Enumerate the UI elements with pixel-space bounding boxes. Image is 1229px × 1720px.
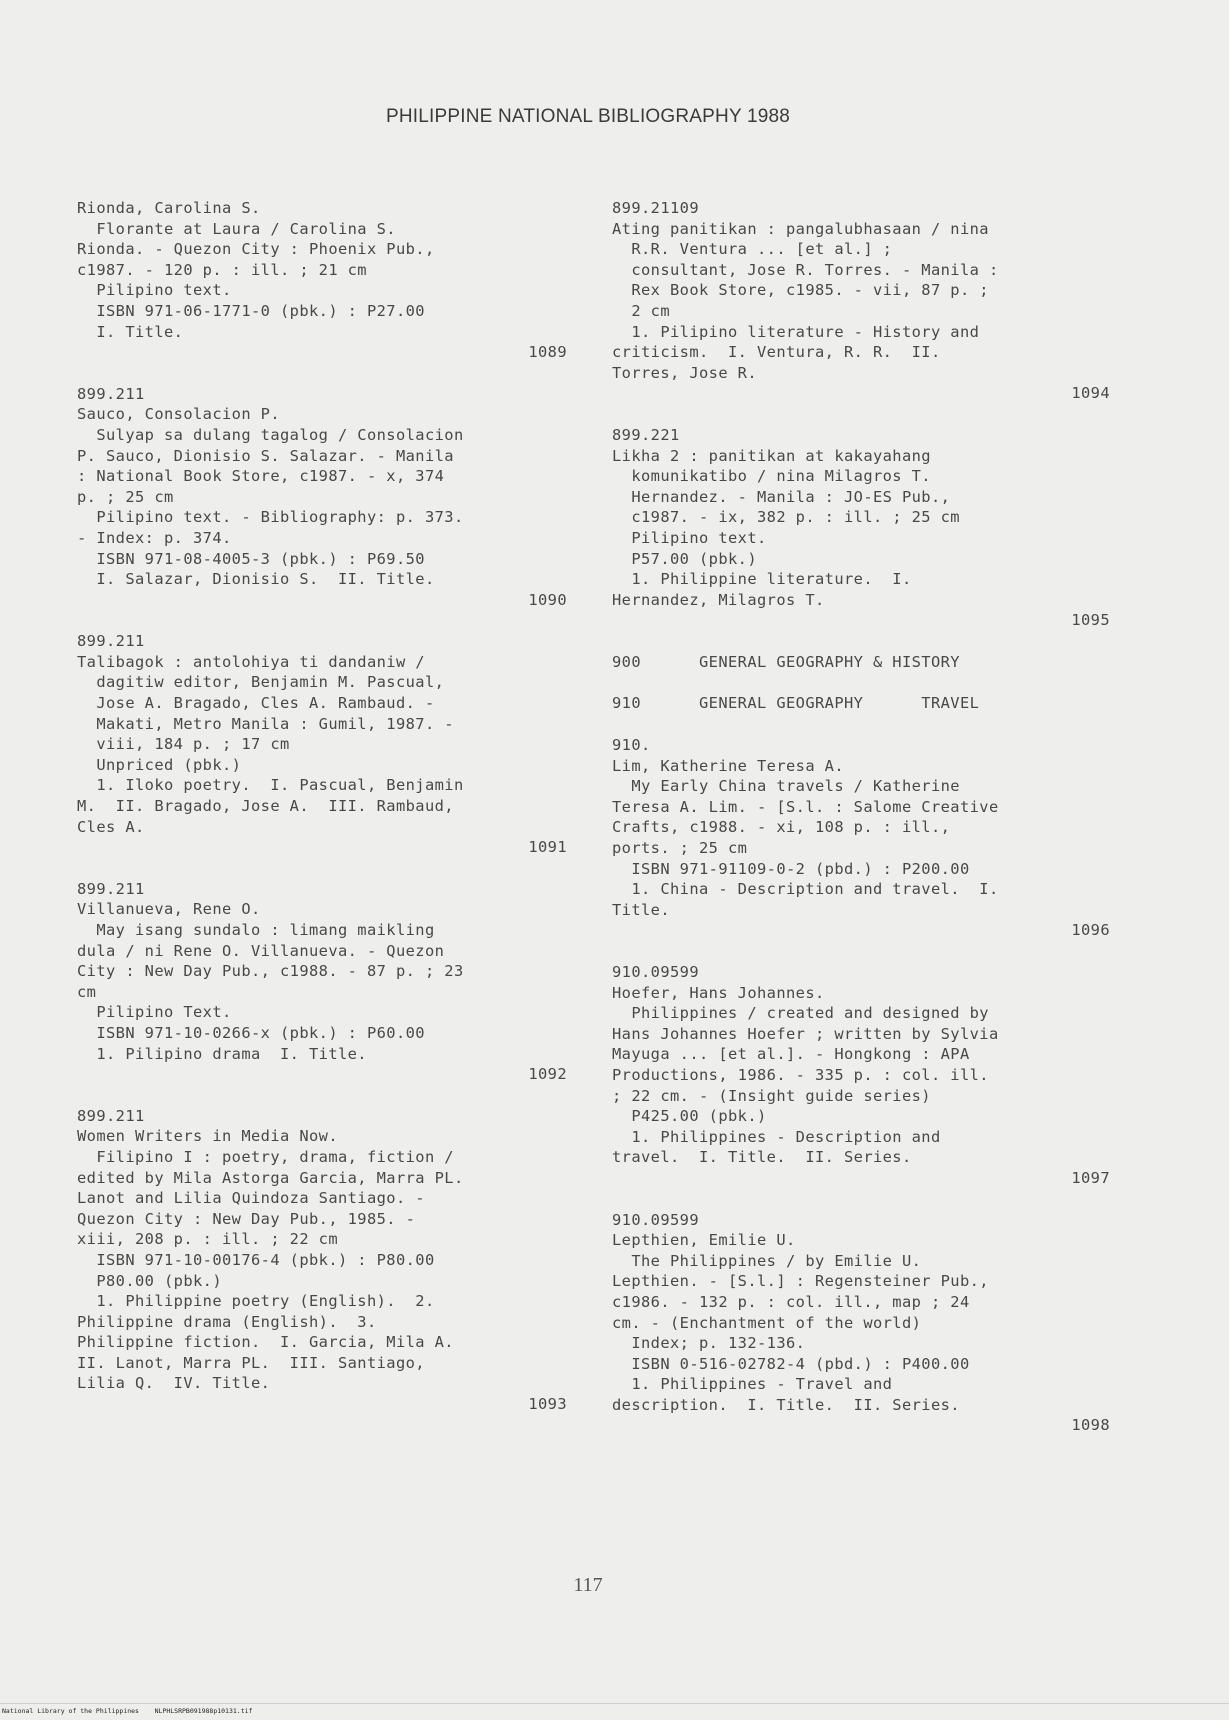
entry-line: 900 GENERAL GEOGRAPHY & HISTORY: [612, 652, 960, 671]
entry-line: Sulyap sa dulang tagalog / Consolacion: [77, 425, 464, 444]
entry-line: Lepthien. - [S.l.] : Regensteiner Pub.,: [612, 1272, 989, 1291]
entry-line: Lim, Katherine Teresa A.: [612, 756, 844, 775]
entry-line: Hoefer, Hans Johannes.: [612, 983, 825, 1002]
entry-line: Philippine fiction. I. Garcia, Mila A.: [77, 1333, 454, 1352]
entry-line: Quezon City : New Day Pub., 1985. -: [77, 1209, 416, 1228]
entry-line: 1. Philippine poetry (English). 2.: [77, 1292, 435, 1311]
entry-line: Index; p. 132-136.: [612, 1334, 806, 1353]
bibliography-entry: [77, 631, 567, 858]
entry-line: I. Title.: [77, 322, 184, 341]
entry-line: P. Sauco, Dionisio S. Salazar. - Manila: [77, 446, 454, 465]
bibliography-entry: [77, 879, 567, 1085]
entry-line: ports. ; 25 cm: [612, 839, 748, 858]
entry-line: ISBN 971-91109-0-2 (pbd.) : P200.00: [612, 859, 970, 878]
entry-number: 1089: [528, 343, 567, 362]
entry-line: ISBN 971-10-0266-x (pbk.) : P60.00: [77, 1023, 425, 1042]
entry-line: 899.211: [77, 384, 145, 403]
entry-line: Torres, Jose R.: [612, 363, 757, 382]
entry-number: 1092: [528, 1065, 567, 1084]
entry-line: II. Lanot, Marra PL. III. Santiago,: [77, 1353, 425, 1372]
entry-line: 2 cm: [612, 301, 670, 320]
bibliography-entry: [612, 693, 1110, 714]
entry-line: Teresa A. Lim. - [S.l. : Salome Creative: [612, 797, 999, 816]
entry-number: 1093: [528, 1395, 567, 1414]
bibliography-entry: [612, 735, 1110, 941]
entry-line: Hans Johannes Hoefer ; written by Sylvia: [612, 1024, 999, 1043]
bibliography-entry: [77, 1106, 567, 1415]
entry-line: Jose A. Bragado, Cles A. Rambaud. -: [77, 694, 435, 713]
entry-line: Mayuga ... [et al.]. - Hongkong : APA: [612, 1045, 970, 1064]
entry-line: viii, 184 p. ; 17 cm: [77, 735, 290, 754]
entry-line: P425.00 (pbk.): [612, 1107, 767, 1126]
entry-line: 899.211: [77, 632, 145, 651]
entry-line: The Philippines / by Emilie U.: [612, 1251, 922, 1270]
right-column: [612, 198, 1110, 1457]
entry-line: Crafts, c1988. - xi, 108 p. : ill.,: [612, 818, 951, 837]
entry-line: P57.00 (pbk.): [612, 549, 757, 568]
entry-line: 910 GENERAL GEOGRAPHY TRAVEL: [612, 694, 980, 713]
entry-line: 910.09599: [612, 963, 699, 981]
entry-line: 1. Pilipino literature - History and: [612, 322, 980, 341]
left-column: [77, 198, 567, 1436]
entry-line: ISBN 971-10-00176-4 (pbk.) : P80.00: [77, 1250, 435, 1269]
entry-line: M. II. Bragado, Jose A. III. Rambaud,: [77, 797, 454, 816]
scan-footer: National Library of the Philippines NLPHLSRPB091988p10131.tif: [2, 1707, 253, 1715]
bibliography-entry: [77, 198, 567, 363]
entry-line: c1986. - 132 p. : col. ill., map ; 24: [612, 1292, 970, 1311]
entry-number: 1096: [1071, 921, 1110, 940]
entry-line: Hernandez. - Manila : JO-ES Pub.,: [612, 487, 951, 506]
entry-line: Hernandez, Milagros T.: [612, 590, 825, 609]
page-number: 117: [573, 1574, 603, 1596]
entry-line: ISBN 971-06-1771-0 (pbk.) : P27.00: [77, 301, 425, 320]
entry-line: travel. I. Title. II. Series.: [612, 1148, 912, 1167]
entry-line: komunikatibo / nina Milagros T.: [612, 467, 931, 486]
entry-line: 1. Philippine literature. I.: [612, 570, 912, 589]
entry-line: dula / ni Rene O. Villanueva. - Quezon: [77, 941, 445, 960]
entry-line: dagitiw editor, Benjamin M. Pascual,: [77, 673, 445, 692]
entry-line: Pilipino text. - Bibliography: p. 373.: [77, 508, 464, 527]
bibliography-entry: [612, 1210, 1110, 1437]
entry-number: 1094: [1071, 384, 1110, 403]
entry-number: 1090: [528, 590, 567, 609]
entry-line: Pilipino text.: [612, 528, 767, 547]
entry-line: P80.00 (pbk.): [77, 1271, 222, 1290]
entry-line: description. I. Title. II. Series.: [612, 1395, 960, 1414]
entry-line: Villanueva, Rene O.: [77, 900, 261, 919]
bibliography-entry: [612, 652, 1110, 673]
entry-line: : National Book Store, c1987. - x, 374: [77, 467, 445, 486]
entry-line: consultant, Jose R. Torres. - Manila :: [612, 260, 999, 279]
entry-line: 899.21109: [612, 199, 699, 217]
entry-line: 899.221: [612, 425, 680, 444]
entry-line: Philippine drama (English). 3.: [77, 1312, 377, 1331]
entry-line: Lepthien, Emilie U.: [612, 1231, 796, 1250]
entry-line: Productions, 1986. - 335 p. : col. ill.: [612, 1065, 989, 1084]
entry-line: 1. China - Description and travel. I.: [612, 880, 999, 899]
entry-line: Title.: [612, 900, 670, 919]
entry-line: 899.211: [77, 879, 145, 898]
entry-line: 1. Iloko poetry. I. Pascual, Benjamin: [77, 776, 464, 795]
entry-line: City : New Day Pub., c1988. - 87 p. ; 23: [77, 962, 464, 981]
entry-line: May isang sundalo : limang maikling: [77, 921, 435, 939]
entry-line: I. Salazar, Dionisio S. II. Title.: [77, 570, 435, 589]
entry-line: 910.: [612, 736, 651, 755]
bibliography-entry: [612, 962, 1110, 1189]
entry-line: Rionda, Carolina S.: [77, 199, 261, 217]
entry-number: 1098: [1071, 1416, 1110, 1435]
entry-number: 1091: [528, 838, 567, 857]
entry-line: cm: [77, 982, 97, 1001]
entry-line: 899.211: [77, 1106, 145, 1125]
entry-line: 1. Philippines - Description and: [612, 1127, 941, 1146]
entry-number: 1097: [1071, 1168, 1110, 1187]
entry-line: Rionda. - Quezon City : Phoenix Pub.,: [77, 240, 435, 259]
entry-number: 1095: [1071, 611, 1110, 630]
entry-line: xiii, 208 p. : ill. ; 22 cm: [77, 1230, 338, 1249]
entry-line: Sauco, Consolacion P.: [77, 405, 280, 424]
entry-line: Unpriced (pbk.): [77, 755, 242, 774]
entry-line: ; 22 cm. - (Insight guide series): [612, 1086, 931, 1105]
entry-line: 1. Philippines - Travel and: [612, 1375, 893, 1394]
entry-line: Pilipino text.: [77, 281, 232, 300]
page-header: PHILIPPINE NATIONAL BIBLIOGRAPHY 1988: [385, 106, 791, 127]
entry-line: My Early China travels / Katherine: [612, 777, 960, 796]
entry-line: Likha 2 : panitikan at kakayahang: [612, 446, 931, 465]
entry-line: - Index: p. 374.: [77, 528, 232, 547]
entry-line: Filipino I : poetry, drama, fiction /: [77, 1147, 454, 1166]
entry-line: Talibagok : antolohiya ti dandaniw /: [77, 652, 425, 671]
bibliography-entry: [612, 198, 1110, 404]
entry-line: c1987. - ix, 382 p. : ill. ; 25 cm: [612, 508, 960, 527]
entry-line: cm. - (Enchantment of the world): [612, 1313, 922, 1332]
entry-line: 1. Pilipino drama I. Title.: [77, 1044, 367, 1063]
entry-line: Rex Book Store, c1985. - vii, 87 p. ;: [612, 281, 989, 300]
entry-line: Cles A.: [77, 817, 145, 836]
entry-line: R.R. Ventura ... [et al.] ;: [612, 240, 893, 259]
entry-line: edited by Mila Astorga Garcia, Marra PL.: [77, 1168, 464, 1187]
entry-line: Ating panitikan : pangalubhasaan / nina: [612, 219, 989, 238]
entry-line: Florante at Laura / Carolina S.: [77, 219, 396, 238]
bibliography-entry: [612, 425, 1110, 631]
entry-line: Lanot and Lilia Quindoza Santiago. -: [77, 1189, 425, 1208]
entry-line: c1987. - 120 p. : ill. ; 21 cm: [77, 260, 367, 279]
footer-divider: [0, 1703, 1229, 1704]
bibliography-entry: [77, 384, 567, 611]
entry-line: Pilipino Text.: [77, 1003, 232, 1022]
entry-line: ISBN 971-08-4005-3 (pbk.) : P69.50: [77, 549, 425, 568]
entry-line: Philippines / created and designed by: [612, 1004, 989, 1023]
entry-line: Makati, Metro Manila : Gumil, 1987. -: [77, 714, 454, 733]
entry-line: 910.09599: [612, 1210, 699, 1229]
entry-line: Lilia Q. IV. Title.: [77, 1374, 271, 1393]
entry-line: Women Writers in Media Now.: [77, 1127, 338, 1146]
entry-line: ISBN 0-516-02782-4 (pbd.) : P400.00: [612, 1354, 970, 1373]
entry-line: p. ; 25 cm: [77, 487, 174, 506]
entry-line: criticism. I. Ventura, R. R. II.: [612, 343, 941, 362]
